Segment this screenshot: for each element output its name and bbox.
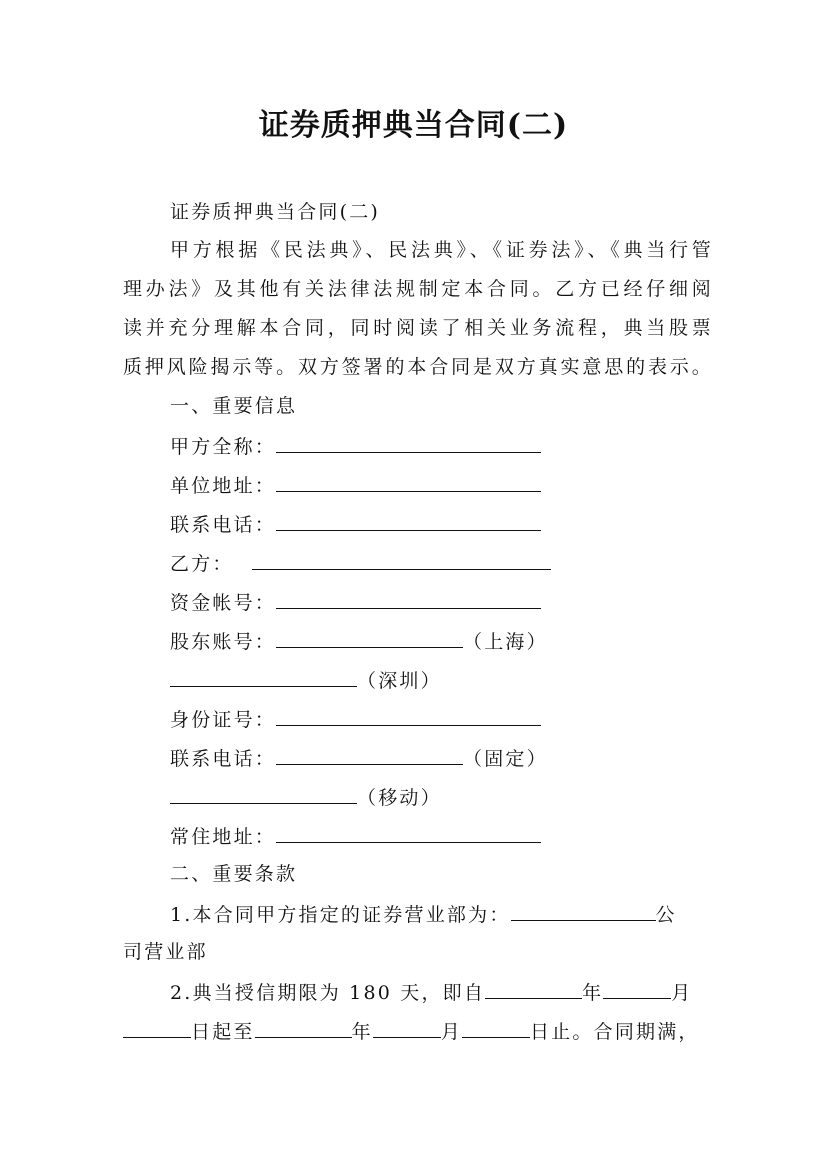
day-from-label: 日起至 (191, 1021, 255, 1043)
party-b-phone-label: 联系电话： (170, 748, 277, 770)
clause-1-text: 1.本合同甲方指定的证券营业部为： (170, 904, 511, 926)
securities-office-blank[interactable] (511, 901, 656, 921)
clause-1-line-1 (170, 901, 760, 927)
mobile-label: （移动） (357, 787, 442, 809)
preamble-line-4: 质押风险揭示等。双方签署的本合同是双方真实意思的表示。 (123, 356, 713, 378)
year-label: 年 (582, 982, 604, 1004)
id-number-blank[interactable] (276, 706, 541, 726)
start-year-blank[interactable] (485, 979, 582, 999)
fixed-phone-blank[interactable] (276, 745, 463, 765)
party-a-name-blank[interactable] (276, 433, 541, 453)
clause-1-line-2: 司营业部 (123, 941, 208, 963)
party-a-address-row (170, 472, 760, 498)
fund-account-label: 资金帐号： (170, 592, 277, 614)
residence-blank[interactable] (276, 823, 541, 843)
shanghai-label: （上海） (463, 631, 548, 653)
end-day-blank[interactable] (462, 1018, 530, 1038)
party-b-label: 乙方： (170, 553, 234, 575)
preamble-line-1: 甲方根据《民法典》、民法典》、《证券法》、《典当行管 (170, 239, 713, 261)
party-a-phone-blank[interactable] (276, 511, 541, 531)
party-b-blank[interactable] (252, 550, 551, 570)
start-month-blank[interactable] (603, 979, 671, 999)
clause-2-line-1 (170, 979, 760, 1005)
fixed-label: （固定） (463, 748, 548, 770)
end-month-label: 月 (440, 1021, 463, 1043)
section-heading-important-info: 一、重要信息 (170, 395, 298, 417)
end-month-blank[interactable] (373, 1018, 441, 1038)
shenzhen-label: （深圳） (357, 670, 442, 692)
party-a-phone-label: 联系电话： (170, 514, 277, 536)
mobile-phone-blank[interactable] (170, 784, 357, 804)
shenzhen-account-blank[interactable] (170, 667, 357, 687)
shenzhen-account-row (170, 667, 760, 693)
fund-account-blank[interactable] (276, 589, 541, 609)
party-a-address-blank[interactable] (276, 472, 541, 492)
residence-row (170, 823, 760, 849)
preamble-line-2: 理办法》及其他有关法律法规制定本合同。乙方已经仔细阅 (123, 278, 713, 300)
party-b-row (170, 550, 760, 576)
shareholder-account-row (170, 628, 760, 654)
end-year-label: 年 (351, 1021, 373, 1043)
id-number-row (170, 706, 760, 732)
fund-account-row (170, 589, 760, 615)
party-b-phone-row (170, 745, 760, 771)
section-heading-important-terms: 二、重要条款 (170, 863, 298, 885)
start-day-blank[interactable] (123, 1018, 191, 1038)
shanghai-account-blank[interactable] (276, 628, 463, 648)
document-subtitle: 证券质押典当合同(二) (170, 201, 381, 223)
party-a-name-label: 甲方全称： (170, 436, 277, 458)
day-until-label: 日止。合同期满， (530, 1021, 700, 1043)
party-a-address-label: 单位地址： (170, 475, 277, 497)
preamble-line-3: 读并充分理解本合同，同时阅读了相关业务流程，典当股票 (123, 317, 713, 339)
shareholder-account-label: 股东账号： (170, 631, 277, 653)
clause-2-line-2 (123, 1018, 713, 1044)
month-label: 月 (671, 982, 693, 1004)
residence-label: 常住地址： (170, 826, 277, 848)
document-title: 证券质押典当合同(二) (258, 108, 569, 143)
party-a-phone-row (170, 511, 760, 537)
id-number-label: 身份证号： (170, 709, 277, 731)
end-year-blank[interactable] (255, 1018, 352, 1038)
clause-2-text: 2.典当授信期限为 180 天，即自 (170, 982, 486, 1004)
clause-1-company-char: 公 (655, 904, 677, 926)
mobile-phone-row (170, 784, 760, 810)
party-a-name-row (170, 433, 760, 459)
